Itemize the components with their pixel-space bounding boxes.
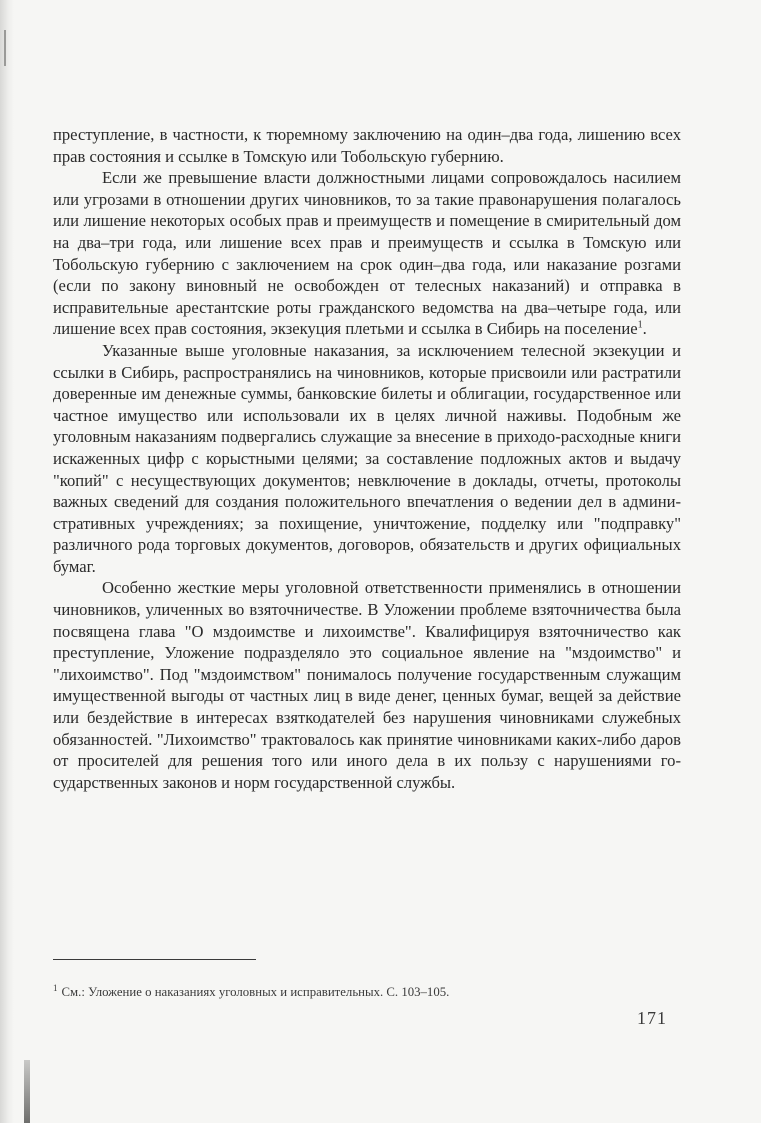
paragraph-2: Если же превышение власти должностными лицами сопровождалось насилием или угрозами в отношении других чиновников, то за такие правонарушения полагалось или лишение некоторых особых прав и преимуществ и помещение в смирительный дом на два–три года, или лишение всех прав и преимуществ и ссылка в Томскую или Тобольскую губернию с заключением на срок один–два года, или наказание розгами (если по закону виновный не освобожден от телесных наказаний) и отправка в исправительные арестантские роты гражданского ведомства на два–четыре года, или лишение всех прав состояния, экзекуция плетьми и ссылка в Сибирь на поселение$^1$.: [53, 168, 681, 339]
page-body: [53, 124, 681, 793]
page-number: 171: [637, 1008, 667, 1028]
page-edge-shadow: [0, 0, 14, 1123]
footnote-text: См.: Уложение о наказаниях уголовных и исправительных. С. 103–105.: [61, 985, 450, 999]
binding-edge-bar: [24, 1060, 30, 1123]
scan-artifact-mark: [4, 30, 6, 66]
footnote-divider: [53, 959, 256, 960]
footnote-reference[interactable]: 1: [637, 319, 643, 331]
paragraph-3: Указанные выше уголовные наказания, за исключением телесной экзекуции и ссылки в Сибирь, распространялись на чиновников, которые присвоили или растратили доверенные им денежные суммы, банковские билеты и облигации, государственное или частное имущество или использовали их в целях личной наживы. Подобным же уголовным наказаниям подвергались служащие за внесение в приходо-расходные книги искаженных цифр с корыстными целями; за составление подложных актов и выдачу "копий" с несуществующих документов; невключение в доклады, отчеты, протоколы важных сведений для создания положительного впечатления о ведении дел в административных учреждениях; за похищение, уничтожение, подделку или "подправку" различного рода торговых документов, договоров, обязательств и других официальных бумаг.: [53, 340, 681, 576]
footnote: [53, 984, 681, 1001]
paragraph-2-text: Если же превышение власти должностными лицами сопровождалось насилием или угрозами в отношении других чиновников, то за такие правонарушения полагалось или лишение некоторых особых прав и преимуществ и помещение в смирительный дом на два–три года, или лишение всех прав и преимуществ и ссылка в Томскую или Тобольскую губернию с заключением на срок один–два года, или наказание розгами (если по закону виновный не освобожден от телесных наказаний) и отправка в исправительные арестантские роты гражданского ведомства на два–четыре года, или лишение всех прав состояния, экзекуция плетьми и ссылка в Сибирь на поселение: [53, 168, 681, 339]
paragraph-1: преступление, в частности, к тюремному заключению на один–два года, лишению всех прав состояния и ссылке в Томскую или Тобольскую губернию.: [53, 125, 681, 166]
paragraph-4: Особенно жесткие меры уголовной ответственности применялись в отношении чиновников, уличенных во взяточничестве. В Уложении проблеме взяточничества была посвящена глава "О мздоимстве и лихоимстве". Квалифицируя взяточничество как преступление, Уложение подразделяло это социальное явление на "мздоимство" и "лихоимство". Под "мздоимством" понималось получение государственным служащим имущественной выгоды от частных лиц в виде денег, ценных бумаг, вещей за действие или бездействие в интересах взяткодателей без нарушения чиновниками служебных обязанностей. "Лихоимство" трактовалось как принятие чиновниками каких-либо даров от просителей для решения того или иного дела в их пользу с нарушениями государственных законов и норм государственной службы.: [53, 578, 681, 792]
footnote-number: 1: [53, 982, 58, 993]
